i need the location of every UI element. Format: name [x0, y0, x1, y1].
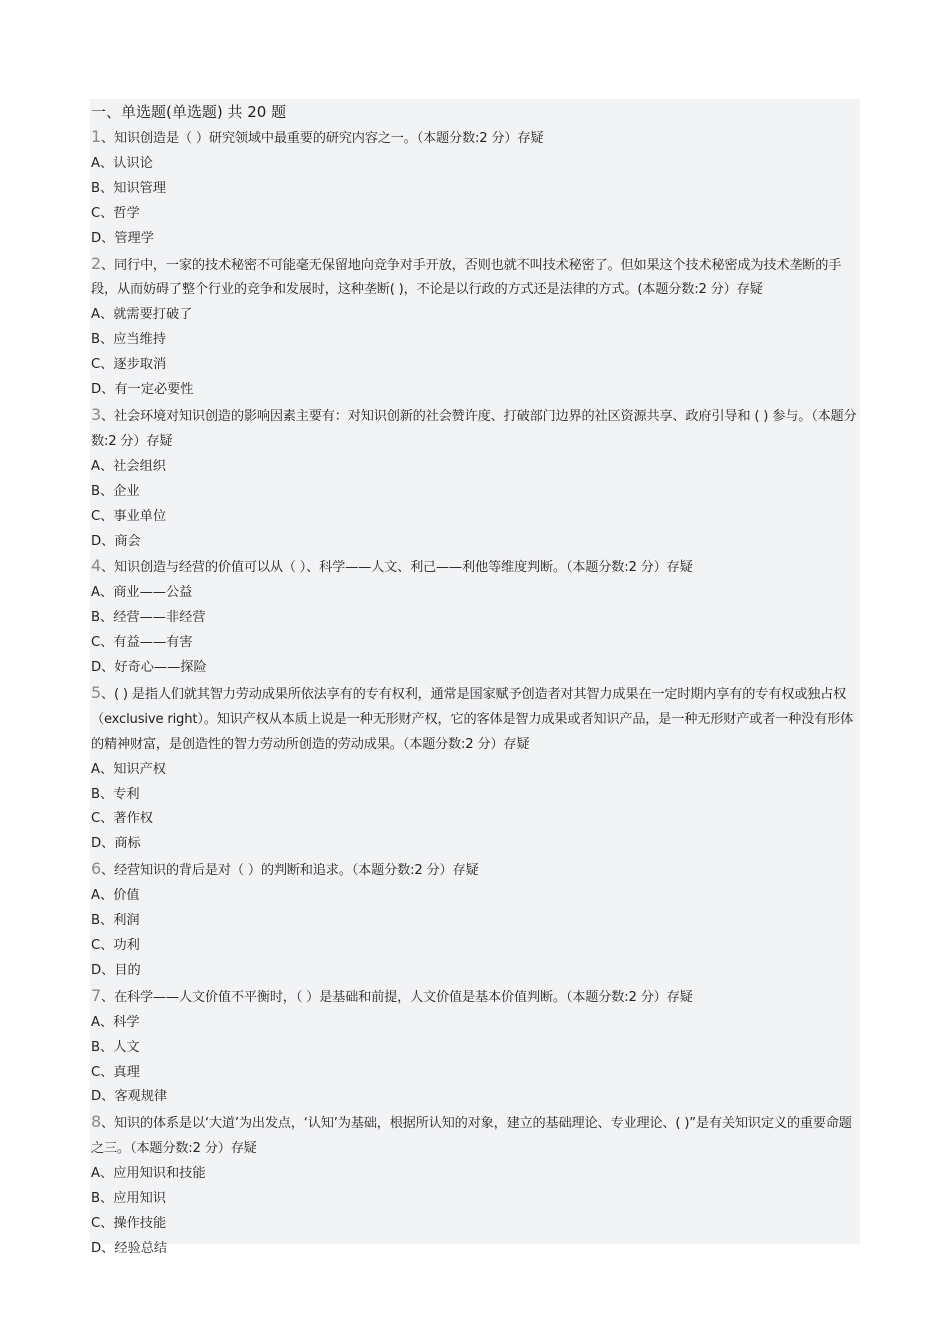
option-c[interactable]: C、操作技能: [91, 1215, 167, 1231]
option-b[interactable]: B、专利: [91, 786, 140, 802]
question-1: [91, 125, 861, 252]
question-4: [91, 554, 861, 681]
question-text: [91, 403, 861, 455]
option-a[interactable]: A、科学: [91, 1014, 140, 1030]
option-c[interactable]: C、真理: [91, 1064, 140, 1080]
option-d[interactable]: D、有一定必要性: [91, 382, 194, 398]
question-8: [91, 1110, 861, 1261]
option-c[interactable]: C、著作权: [91, 811, 153, 827]
option-b[interactable]: B、利润: [91, 913, 140, 929]
option-d[interactable]: D、管理学: [91, 230, 154, 246]
question-stem: 、知识创造是（ ）研究领域中最重要的研究内容之一。（本题分数:2 分）存疑: [100, 131, 544, 146]
question-number: 8: [91, 1112, 101, 1132]
option-c[interactable]: C、逐步取消: [91, 357, 167, 373]
option-c[interactable]: C、功利: [91, 938, 140, 953]
question-number: 7: [91, 985, 101, 1005]
option-d[interactable]: D、客观规律: [91, 1089, 168, 1105]
question-stem: 、知识的体系是以‘大道’为出发点，‘认知’为基础，根据所认知的对象，建立的基础理论、专业理论、( )”是有关知识定义的重要命题之三。（本题分数:2 分）存疑: [91, 1116, 852, 1157]
option-b[interactable]: B、应用知识: [91, 1191, 166, 1207]
option-d[interactable]: D、好奇心——探险: [91, 660, 207, 676]
option-b[interactable]: B、企业: [91, 483, 140, 499]
question-3: [91, 403, 861, 554]
option-a[interactable]: A、就需要打破了: [91, 307, 193, 323]
option-c[interactable]: C、事业单位: [91, 508, 167, 524]
question-stem: 、知识创造与经营的价值可以从（ ）、科学——人文、利己——利他等维度判断。（本题分数:2 分）存疑: [100, 560, 693, 576]
question-number: 5: [91, 682, 101, 702]
question-number: 2: [91, 253, 101, 273]
question-text: [91, 1110, 861, 1162]
question-stem: 、在科学——人文价值不平衡时，（ ）是基础和前提，人文价值是基本价值判断。（本题分数:2 分）存疑: [100, 989, 693, 1005]
question-text: [91, 125, 861, 152]
option-b[interactable]: B、人文: [91, 1039, 140, 1055]
option-a[interactable]: A、认识论: [91, 155, 153, 171]
option-d[interactable]: D、商标: [91, 836, 141, 852]
question-2: [91, 252, 861, 403]
option-b[interactable]: B、知识管理: [91, 180, 166, 196]
question-text: [91, 681, 861, 758]
option-d[interactable]: D、目的: [91, 962, 141, 978]
question-number: 6: [91, 859, 101, 879]
option-d[interactable]: D、经验总结: [91, 1240, 168, 1256]
section-title: 一、单选题(单选题) 共 20 题: [91, 103, 287, 121]
question-number: 4: [91, 556, 101, 576]
question-list: [91, 125, 861, 1262]
question-5: [91, 681, 861, 857]
question-text: [91, 984, 861, 1011]
question-text: [91, 857, 861, 884]
option-c[interactable]: C、有益——有害: [91, 635, 193, 651]
option-a[interactable]: A、知识产权: [91, 761, 166, 777]
question-text: [91, 252, 861, 304]
option-a[interactable]: A、社会组织: [91, 458, 166, 474]
option-a[interactable]: A、应用知识和技能: [91, 1166, 206, 1182]
question-stem: 、同行中，一家的技术秘密不可能毫无保留地向竞争对手开放，否则也就不叫技术秘密了。但如果这个技术秘密成为技术垄断的手段，从而妨碍了整个行业的竞争和发展时，这种垄断( )，不论是以行政的方式还是法律的方式。(本题分数:2 分）存疑: [91, 257, 842, 298]
option-d[interactable]: D、商会: [91, 533, 141, 549]
option-c[interactable]: C、哲学: [91, 205, 140, 221]
question-7: [91, 984, 861, 1111]
question-number: 1: [91, 127, 101, 146]
question-6: [91, 857, 861, 984]
option-b[interactable]: B、应当维持: [91, 332, 166, 348]
question-text: [91, 554, 861, 581]
question-stem: 、经营知识的背后是对（ ）的判断和追求。（本题分数:2 分）存疑: [100, 863, 479, 879]
option-a[interactable]: A、商业——公益: [91, 585, 193, 601]
question-stem: 、社会环境对知识创造的影响因素主要有：对知识创新的社会赞许度、打破部门边界的社区资源共享、政府引导和 ( ) 参与。（本题分数:2 分）存疑: [91, 408, 857, 449]
question-stem: 、( ) 是指人们就其智力劳动成果所依法享有的专有权利，通常是国家赋予创造者对其智力成果在一定时期内享有的专有权或独占权（exclusive right）。知识产权从本质上说是一种无形财产权，它的客体是智力成果或者知识产品，是一种无形财产或者一种没有形体的精神财富，是创造性的智力劳动所创造的劳动成果。（本题分数:2 分）存疑: [91, 686, 854, 752]
question-number: 3: [91, 404, 101, 424]
option-b[interactable]: B、经营——非经营: [91, 610, 206, 626]
option-a[interactable]: A、价值: [91, 888, 140, 904]
